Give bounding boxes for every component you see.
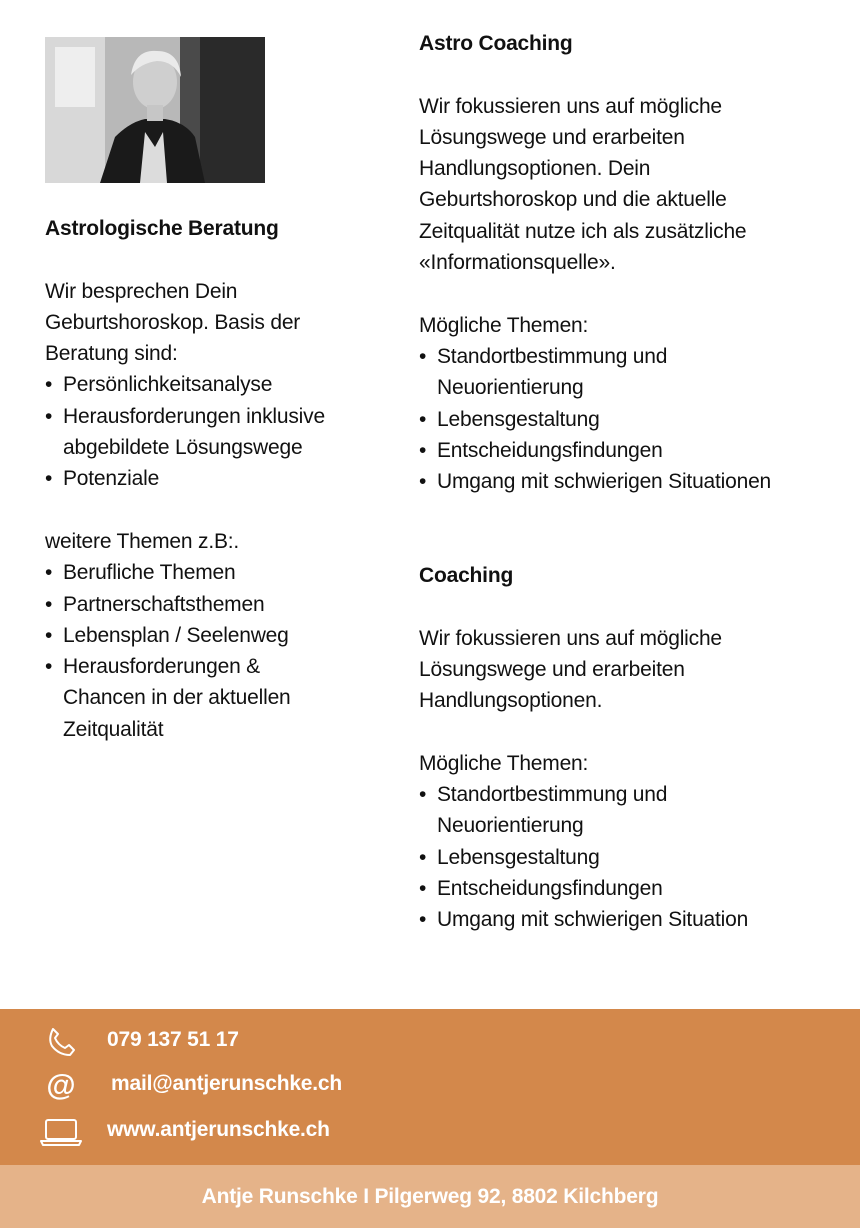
list-item: • Entscheidungsfindungen <box>419 435 839 466</box>
list-item: • Entscheidungsfindungen <box>419 873 839 904</box>
list-item: • Partnerschaftsthemen <box>45 589 385 620</box>
astro-coaching-section <box>419 28 839 497</box>
basis-list <box>45 369 385 494</box>
address-bar <box>0 1165 860 1228</box>
address-text: Antje Runschke I Pilgerweg 92, 8802 Kilchberg <box>201 1184 659 1208</box>
astrologische-beratung-section <box>45 213 385 745</box>
section-intro: Wir fokussieren uns auf mögliche Lösungswege und erarbeiten Handlungsoptionen. <box>419 626 722 713</box>
topics-label: Mögliche Themen: <box>419 313 589 337</box>
topics-label: Mögliche Themen: <box>419 751 589 775</box>
list-item: • Standortbestimmung und Neuorientierung <box>419 341 719 404</box>
email-link[interactable]: mail@antjerunschke.ch <box>111 1072 343 1095</box>
section-heading: Coaching <box>419 564 514 588</box>
list-item: • Persönlichkeitsanalyse <box>45 369 385 400</box>
website-link[interactable]: www.antjerunschke.ch <box>107 1118 330 1141</box>
phone-icon <box>38 1022 84 1062</box>
more-topics-label: weitere Themen z.B:. <box>45 529 240 553</box>
list-item: • Standortbestimmung und Neuorientierung <box>419 779 719 842</box>
list-item: • Umgang mit schwierigen Situationen <box>419 466 839 497</box>
topics-list <box>419 779 839 935</box>
list-item: • Lebensplan / Seelenweg <box>45 620 385 651</box>
at-icon: @ <box>46 1069 76 1102</box>
list-item: • Umgang mit schwierigen Situation <box>419 904 839 935</box>
section-intro: Wir besprechen Dein Geburtshoroskop. Basis der Beratung sind: <box>45 279 301 366</box>
phone-number[interactable]: 079 137 51 17 <box>107 1028 239 1051</box>
list-item: • Berufliche Themen <box>45 557 385 588</box>
phone-row[interactable] <box>0 1022 860 1062</box>
list-item: • Herausforderungen & Chancen in der aktuellen Zeitqualität <box>45 651 335 745</box>
list-item: • Herausforderungen inklusive abgebildete Lösungswege <box>45 401 375 464</box>
list-item: • Lebensgestaltung <box>419 842 839 873</box>
coaching-section <box>419 560 839 936</box>
more-topics-list <box>45 557 385 745</box>
portrait-photo <box>45 37 265 183</box>
section-heading: Astro Coaching <box>419 32 573 55</box>
email-row[interactable] <box>0 1066 860 1106</box>
section-heading: Astrologische Beratung <box>45 217 279 240</box>
laptop-icon <box>38 1112 84 1152</box>
list-item: • Potenziale <box>45 463 385 494</box>
website-row[interactable] <box>0 1112 860 1152</box>
topics-list <box>419 341 839 497</box>
list-item: • Lebensgestaltung <box>419 404 839 435</box>
right-column <box>419 28 839 936</box>
section-intro: Wir fokussieren uns auf mögliche Lösungswege und erarbeiten Handlungsoptionen. Dein Geburtshoroskop und die aktuelle Zeitqualität nutze ich als zusätzliche «Informationsquelle». <box>419 94 747 275</box>
